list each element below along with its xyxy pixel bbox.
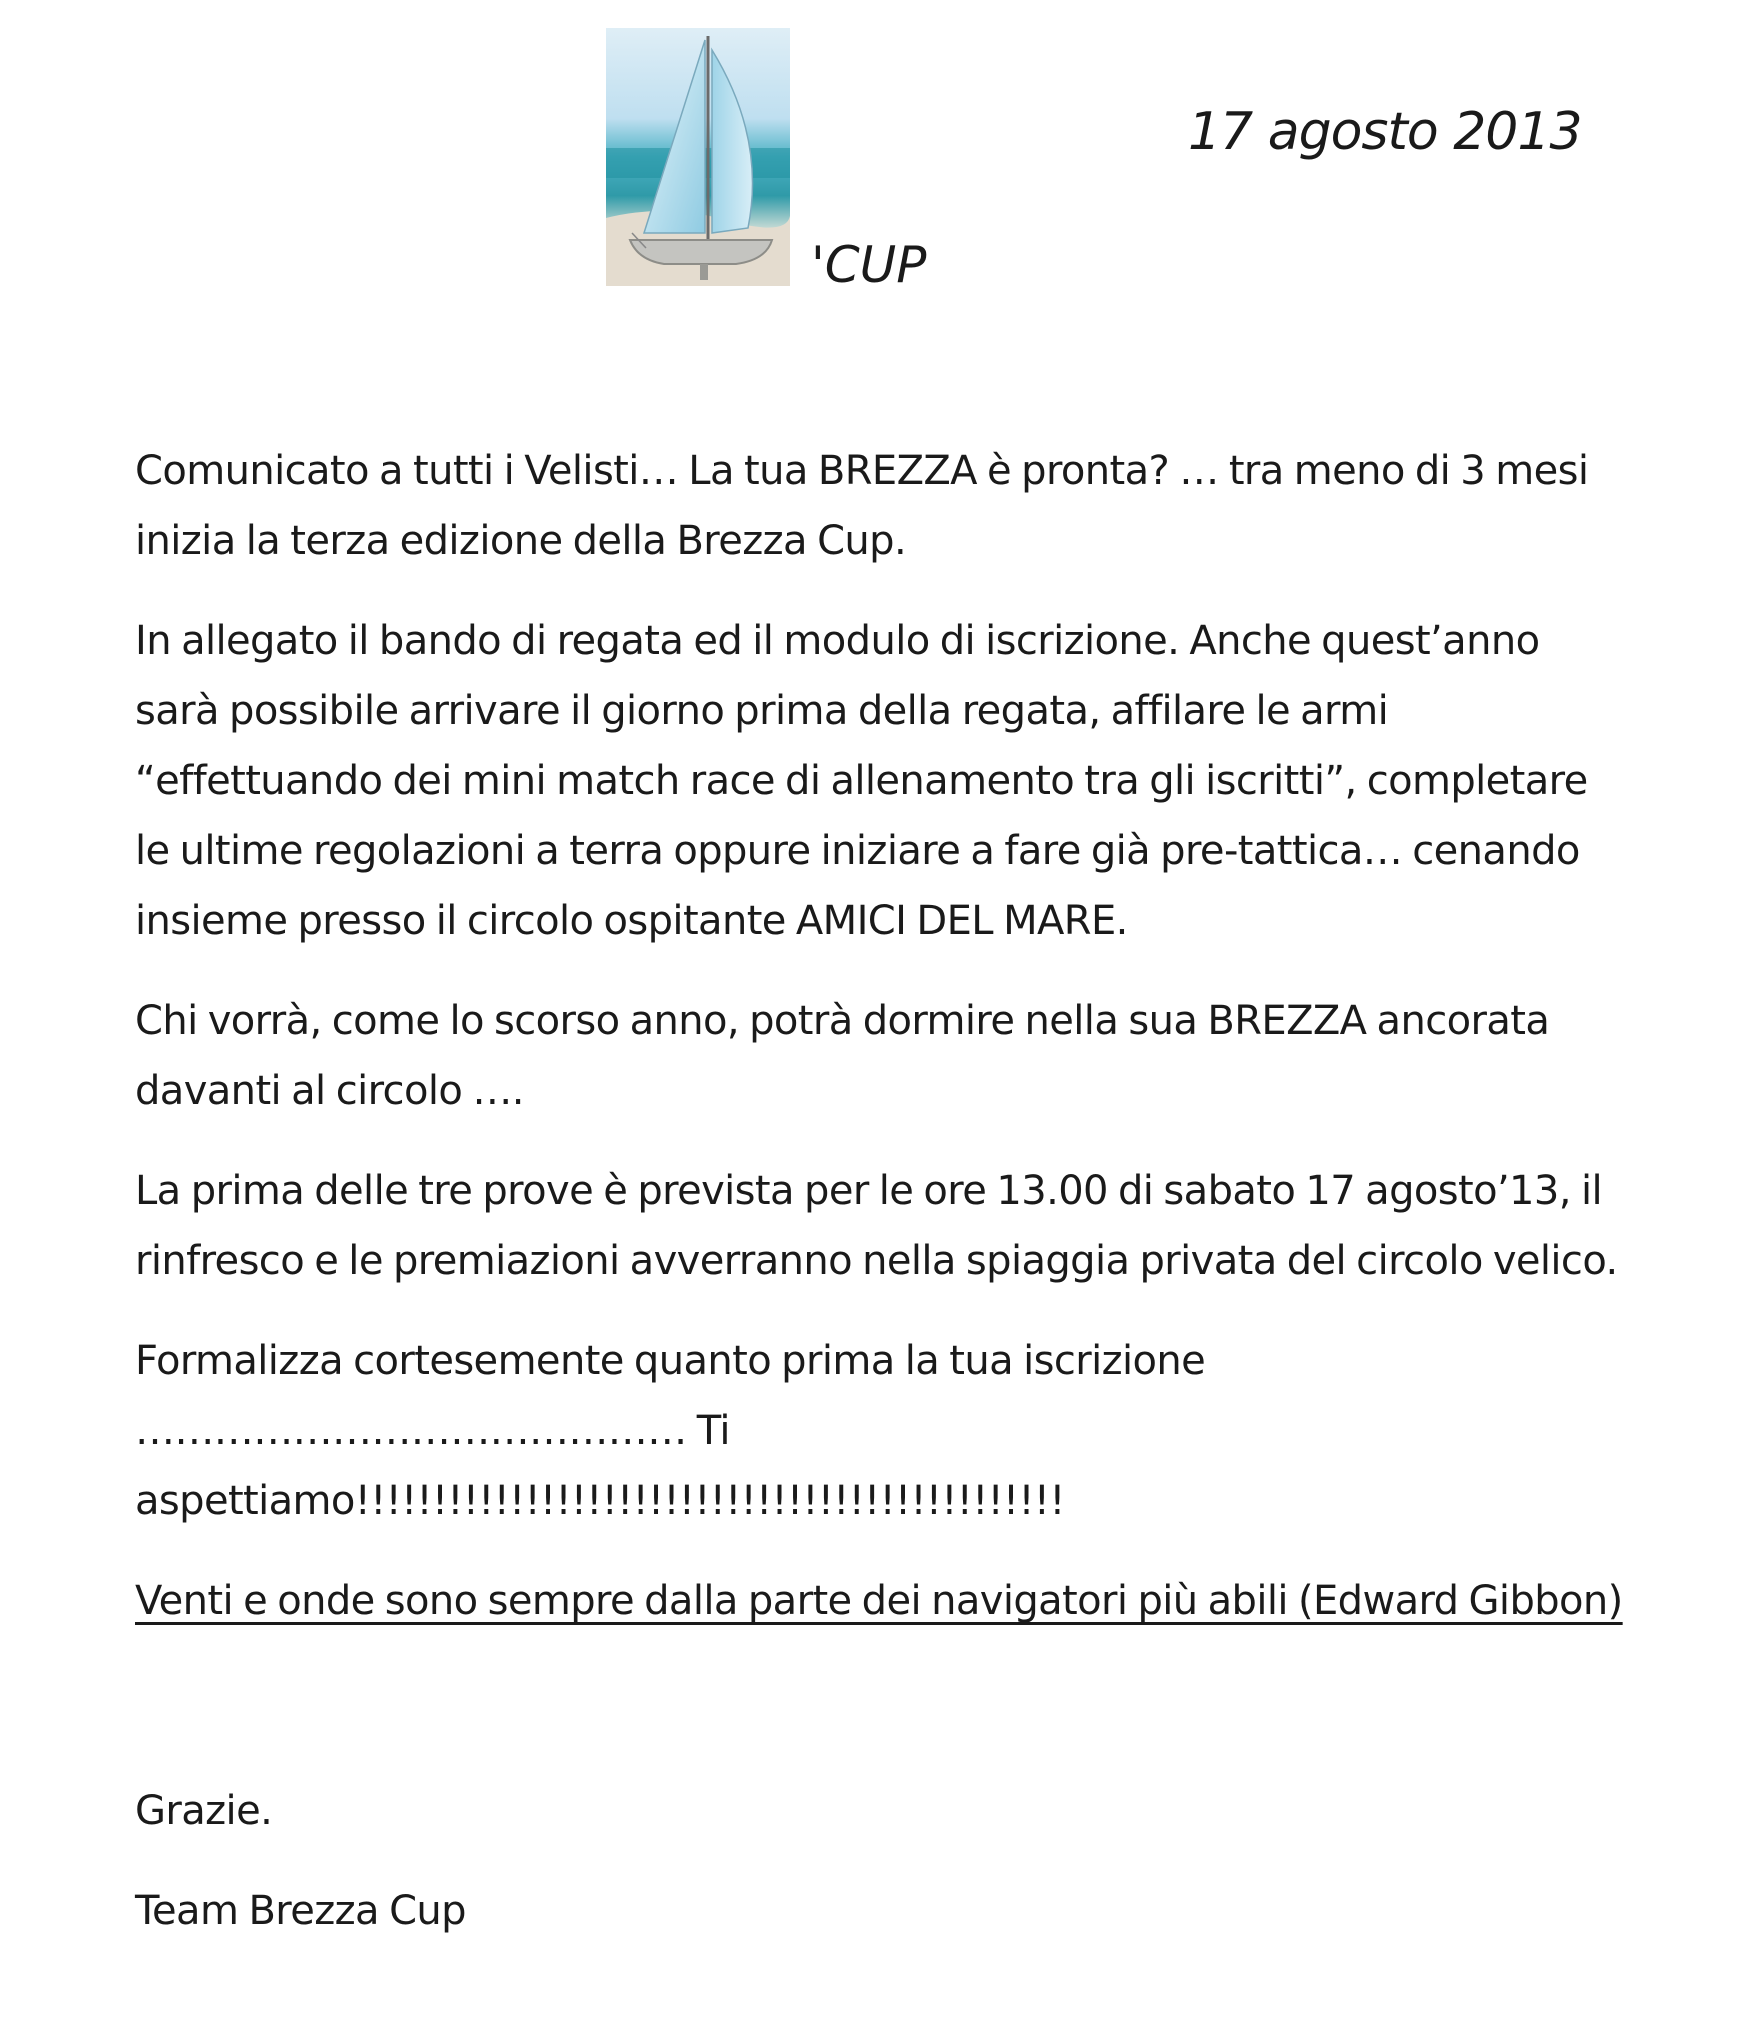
signature: Team Brezza Cup xyxy=(135,1888,466,1934)
closing-thanks: Grazie. xyxy=(135,1788,273,1834)
sailboat-logo-icon xyxy=(606,28,790,286)
paragraph-registration: Formalizza cortesemente quanto prima la tua iscrizione …………………………………… Ti aspettiamo!!!!!!!!!!!!!!!!!!!!!!!!!!!!!!!!!!!!!!!!!!!!!! xyxy=(135,1338,1206,1524)
letter-date: 17 agosto 2013 xyxy=(1188,102,1582,162)
paragraph-attachments: In allegato il bando di regata ed il modulo di iscrizione. Anche quest’anno sarà possibile arrivare il giorno prima della regata, affilare le armi “effettuando dei mini match race di allenamento tra gli iscritti”, completare le ultime regolazioni a terra oppure iniziare a fare già pre-tattica… cenando insieme presso il circolo ospitante AMICI DEL MARE. xyxy=(135,618,1588,944)
paragraph-schedule: La prima delle tre prove è prevista per le ore 13.00 di sabato 17 agosto’13, il rinfresco e le premiazioni avverranno nella spiaggia privata del circolo velico. xyxy=(135,1168,1618,1284)
paragraph-sleeping: Chi vorrà, come lo scorso anno, potrà dormire nella sua BREZZA ancorata davanti al circolo …. xyxy=(135,998,1550,1114)
spacer xyxy=(135,1666,1625,1776)
paragraph-announcement: Comunicato a tutti i Velisti… La tua BREZZA è pronta? … tra meno di 3 mesi inizia la terza edizione della Brezza Cup. xyxy=(135,448,1589,564)
letter-body xyxy=(135,436,1625,1976)
quote-edward-gibbon: Venti e onde sono sempre dalla parte dei navigatori più abili (Edward Gibbon) xyxy=(135,1578,1623,1624)
cup-logo-text: 'CUP xyxy=(811,236,927,294)
